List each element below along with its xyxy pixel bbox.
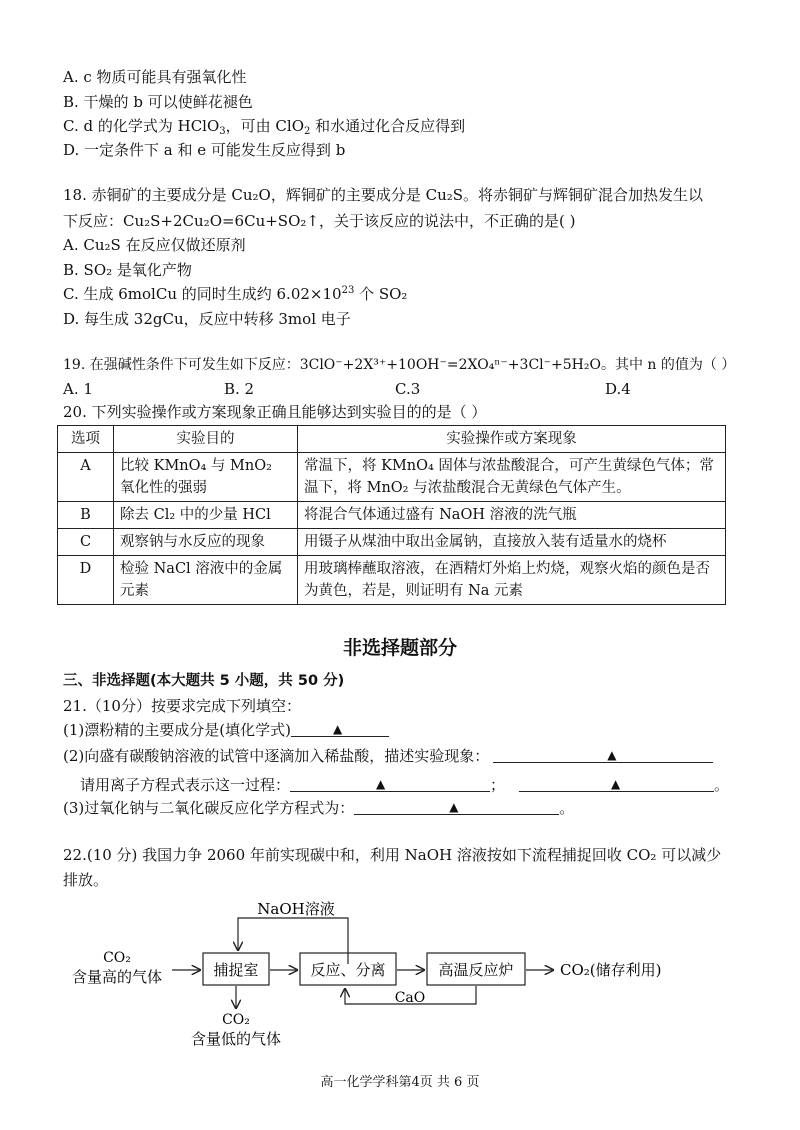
q18-stem-line1: 18. 赤铜矿的主要成分是 Cu₂O，辉铜矿的主要成分是 Cu₂S。将赤铜矿与辉铜矿混合加热发生以 (63, 186, 704, 204)
q21-part2-equation: 请用离子方程式表示这一过程： ▲ ； ▲ 。 (80, 776, 730, 794)
row-purpose: 检验 NaCl 溶液中的金属元素 (114, 556, 298, 605)
input-gas-label: 含量高的气体 (71, 968, 163, 986)
reaction-separation-label: 反应、分离 (310, 961, 386, 979)
q21-part2: (2)向盛有碳酸钠溶液的试管中逐滴加入稀盐酸，描述实验现象： ▲ (63, 746, 713, 766)
answer-blank[interactable]: ▲ (291, 721, 389, 737)
table-row (58, 529, 726, 556)
low-gas-label: 含量低的气体 (190, 1030, 282, 1048)
naoh-recycle-arrow (238, 918, 348, 964)
q19-option-d: D.4 (605, 380, 631, 398)
q17-option-b: B. 干燥的 b 可以使鲜花褪色 (63, 93, 253, 111)
low-co2-label: CO₂ (222, 1012, 250, 1028)
q22-stem-line2: 排放。 (63, 871, 109, 889)
q18-option-a: A. Cu₂S 在反应仅做还原剂 (63, 236, 246, 254)
q17-option-d: D. 一定条件下 a 和 e 可能发生反应得到 b (63, 141, 346, 159)
answer-blank[interactable]: ▲ (290, 776, 490, 792)
q18-option-b: B. SO₂ 是氧化产物 (63, 261, 192, 279)
q22-stem-line1: 22.(10 分) 我国力争 2060 年前实现碳中和，利用 NaOH 溶液按如下流程捕捉回收 CO₂ 可以减少 (63, 846, 722, 864)
output-label: CO₂(储存利用) (560, 961, 662, 979)
answer-blank[interactable]: ▲ (493, 747, 713, 763)
q19-option-b: B. 2 (224, 380, 255, 398)
q21-part1: (1)漂粉精的主要成分是(填化学式) ▲ (63, 720, 389, 740)
row-option: B (58, 502, 114, 529)
row-option: C (58, 529, 114, 556)
q21-stem: 21.（10分）按要求完成下列填空： (63, 697, 301, 715)
capture-chamber-label: 捕捉室 (213, 961, 259, 979)
q17-option-c: C. d 的化学式为 HClO$_3$，可由 ClO$_2$ 和水通过化合反应得到 (63, 117, 466, 137)
q20-experiment-table (57, 425, 726, 605)
section-title: 非选择题部分 (342, 637, 457, 659)
row-purpose: 除去 Cl₂ 中的少量 HCl (114, 502, 298, 529)
table-row (58, 453, 726, 502)
q19-option-c: C.3 (395, 380, 421, 398)
row-operation: 用镊子从煤油中取出金属钠，直接放入装有适量水的烧杯 (298, 529, 726, 556)
co2-capture-flow-diagram (0, 890, 800, 1060)
q20-stem: 20. 下列实验操作或方案现象正确且能够达到实验目的的是（ ） (63, 403, 487, 421)
row-operation: 常温下，将 KMnO₄ 固体与浓盐酸混合，可产生黄绿色气体；常温下，将 MnO₂ 与浓盐酸混合无黄绿色气体产生。 (298, 453, 726, 502)
q18-stem-line2: 下反应：Cu₂S+2Cu₂O=6Cu+SO₂↑，关于该反应的说法中，不正确的是( ) (63, 212, 576, 230)
naoh-label: NaOH溶液 (257, 900, 335, 918)
header-option: 选项 (58, 426, 114, 453)
row-option: D (58, 556, 114, 605)
header-purpose: 实验目的 (114, 426, 298, 453)
q18-option-c: C. 生成 6molCu 的同时生成约 $6.02\times 10^{23}$ 个 SO₂ (63, 285, 408, 303)
q17-option-a: A. c 物质可能具有强氧化性 (63, 68, 247, 86)
row-operation: 用玻璃棒蘸取溶液，在酒精灯外焰上灼烧，观察火焰的颜色是否为黄色，若是，则证明有 Na 元素 (298, 556, 726, 605)
cao-label: CaO (394, 990, 426, 1006)
furnace-label: 高温反应炉 (438, 961, 514, 979)
row-option: A (58, 453, 114, 502)
q19-stem: 19. 在强碱性条件下可发生如下反应：3ClO⁻+2X³⁺+10OH⁻=2XO₄ⁿ⁻+3Cl⁻+5H₂O。其中 n 的值为（ ） (63, 357, 736, 373)
table-row (58, 502, 726, 529)
table-header-row (58, 426, 726, 453)
answer-blank[interactable]: ▲ (354, 799, 559, 815)
answer-blank[interactable]: ▲ (519, 776, 714, 792)
section-heading: 三、非选择题(本大题共 5 小题，共 50 分) (63, 673, 345, 689)
q18-option-d: D. 每生成 32gCu，反应中转移 3mol 电子 (63, 310, 351, 328)
q21-part3: (3)过氧化钠与二氧化碳反应化学方程式为： ▲ 。 (63, 799, 575, 817)
row-purpose: 比较 KMnO₄ 与 MnO₂ 氧化性的强弱 (114, 453, 298, 502)
input-co2-label: CO₂ (103, 950, 131, 966)
row-purpose: 观察钠与水反应的现象 (114, 529, 298, 556)
row-operation: 将混合气体通过盛有 NaOH 溶液的洗气瓶 (298, 502, 726, 529)
table-row (58, 556, 726, 605)
page-footer: 高一化学学科第4页 共 6 页 (320, 1075, 480, 1090)
q19-option-a: A. 1 (63, 380, 93, 398)
header-operation: 实验操作或方案现象 (298, 426, 726, 453)
